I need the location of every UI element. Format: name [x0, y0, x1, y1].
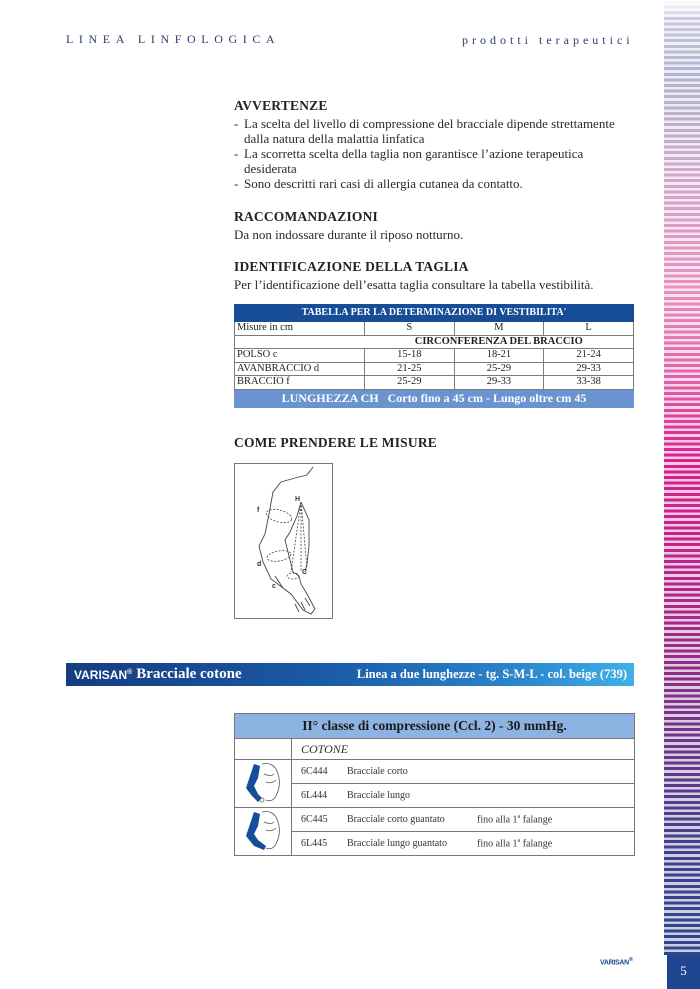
sizing-table	[234, 304, 634, 408]
arm-illustration-icon	[235, 464, 332, 618]
footer-brand-logo: VARISAN®	[600, 957, 633, 967]
product-note: fino alla 1$^a$ falange	[477, 837, 553, 850]
unit-label: Misure in cm	[235, 322, 365, 336]
svg-text:c: c	[272, 583, 276, 590]
compression-class-title: II° classe di compressione (Ccl. 2) - 30 mmHg.	[235, 714, 635, 739]
size-header-s: S	[365, 322, 455, 336]
svg-text:d: d	[257, 561, 262, 568]
misure-section	[234, 435, 634, 451]
product-code: 6C444	[301, 766, 328, 777]
product-code: 6L444	[301, 790, 328, 801]
table-row	[235, 808, 635, 832]
avvertenze-item: - La scelta del livello di compressione del bracciale dipende strettamente dalla natura della malattia linfatica	[234, 116, 615, 146]
short-sleeve-product-icon	[235, 760, 292, 808]
table-row	[235, 832, 635, 856]
product-table	[234, 713, 635, 856]
arm-glove-sleeve-icon	[240, 808, 286, 852]
arm-sleeve-icon	[240, 760, 286, 804]
misure-title: COME PRENDERE LE MISURE	[234, 435, 437, 450]
banner-product-name: Bracciale cotone	[136, 666, 242, 682]
avvertenze-list	[234, 116, 634, 191]
product-name: Bracciale lungo	[347, 790, 411, 801]
identificazione-text: Per l’identificazione dell’esatta taglia consultare la tabella vestibilità.	[234, 277, 594, 292]
table-row: BRACCIO f 25-29 29-33 33-38	[235, 376, 634, 390]
identificazione-title: IDENTIFICAZIONE DELLA TAGLIA	[234, 259, 469, 274]
table-row: POLSO c 15-18 18-21 21-24	[235, 349, 634, 363]
raccomandazioni-text: Da non indossare durante il riposo notturno.	[234, 227, 464, 242]
decorative-stripe-bar	[664, 0, 700, 955]
banner-description: Linea a due lunghezze - tg. S-M-L - col. beige (739)	[356, 667, 627, 681]
identificazione-section	[234, 259, 634, 292]
product-note: fino alla 1$^a$ falange	[477, 813, 553, 826]
raccomandazioni-section	[234, 209, 634, 242]
size-header-m: M	[454, 322, 544, 336]
size-header-l: L	[544, 322, 634, 336]
page-number: 5	[667, 955, 700, 989]
product-banner	[66, 663, 634, 686]
banner-brand: VARISAN®	[74, 667, 133, 682]
svg-text:H: H	[295, 496, 301, 503]
sizing-table-title: TABELLA PER LA DETERMINAZIONE DI VESTIBILITA'	[235, 305, 634, 322]
circumference-subheader: CIRCONFERENZA DEL BRACCIO	[365, 335, 634, 349]
table-row	[235, 760, 635, 784]
avvertenze-item: - La scorretta scelta della taglia non garantisce l’azione terapeutica desiderata	[234, 146, 584, 176]
avvertenze-title: AVVERTENZE	[234, 98, 328, 113]
header-category: prodotti terapeutici	[462, 33, 634, 47]
svg-text:f: f	[257, 507, 260, 514]
table-row: AVANBRACCIO d 21-25 25-29 29-33	[235, 362, 634, 376]
avvertenze-item: - Sono descritti rari casi di allergia cutanea da contatto.	[234, 176, 523, 191]
product-name: Bracciale corto guantato	[347, 814, 445, 826]
gloved-sleeve-product-icon	[235, 808, 292, 856]
arm-measurement-diagram	[234, 463, 333, 619]
product-name: Bracciale lungo guantato	[347, 838, 447, 850]
avvertenze-section	[234, 98, 634, 191]
table-row	[235, 784, 635, 808]
material-label: COTONE	[292, 739, 635, 760]
length-footer: LUNGHEZZA CH Corto fino a 45 cm - Lungo oltre cm 45	[235, 389, 634, 407]
product-name: Bracciale corto	[347, 766, 408, 777]
product-code: 6C445	[301, 814, 328, 826]
product-code: 6L445	[301, 838, 328, 850]
raccomandazioni-title: RACCOMANDAZIONI	[234, 209, 378, 224]
svg-text:C: C	[302, 569, 308, 576]
header-section-title: LINEA LINFOLOGICA	[66, 32, 281, 46]
